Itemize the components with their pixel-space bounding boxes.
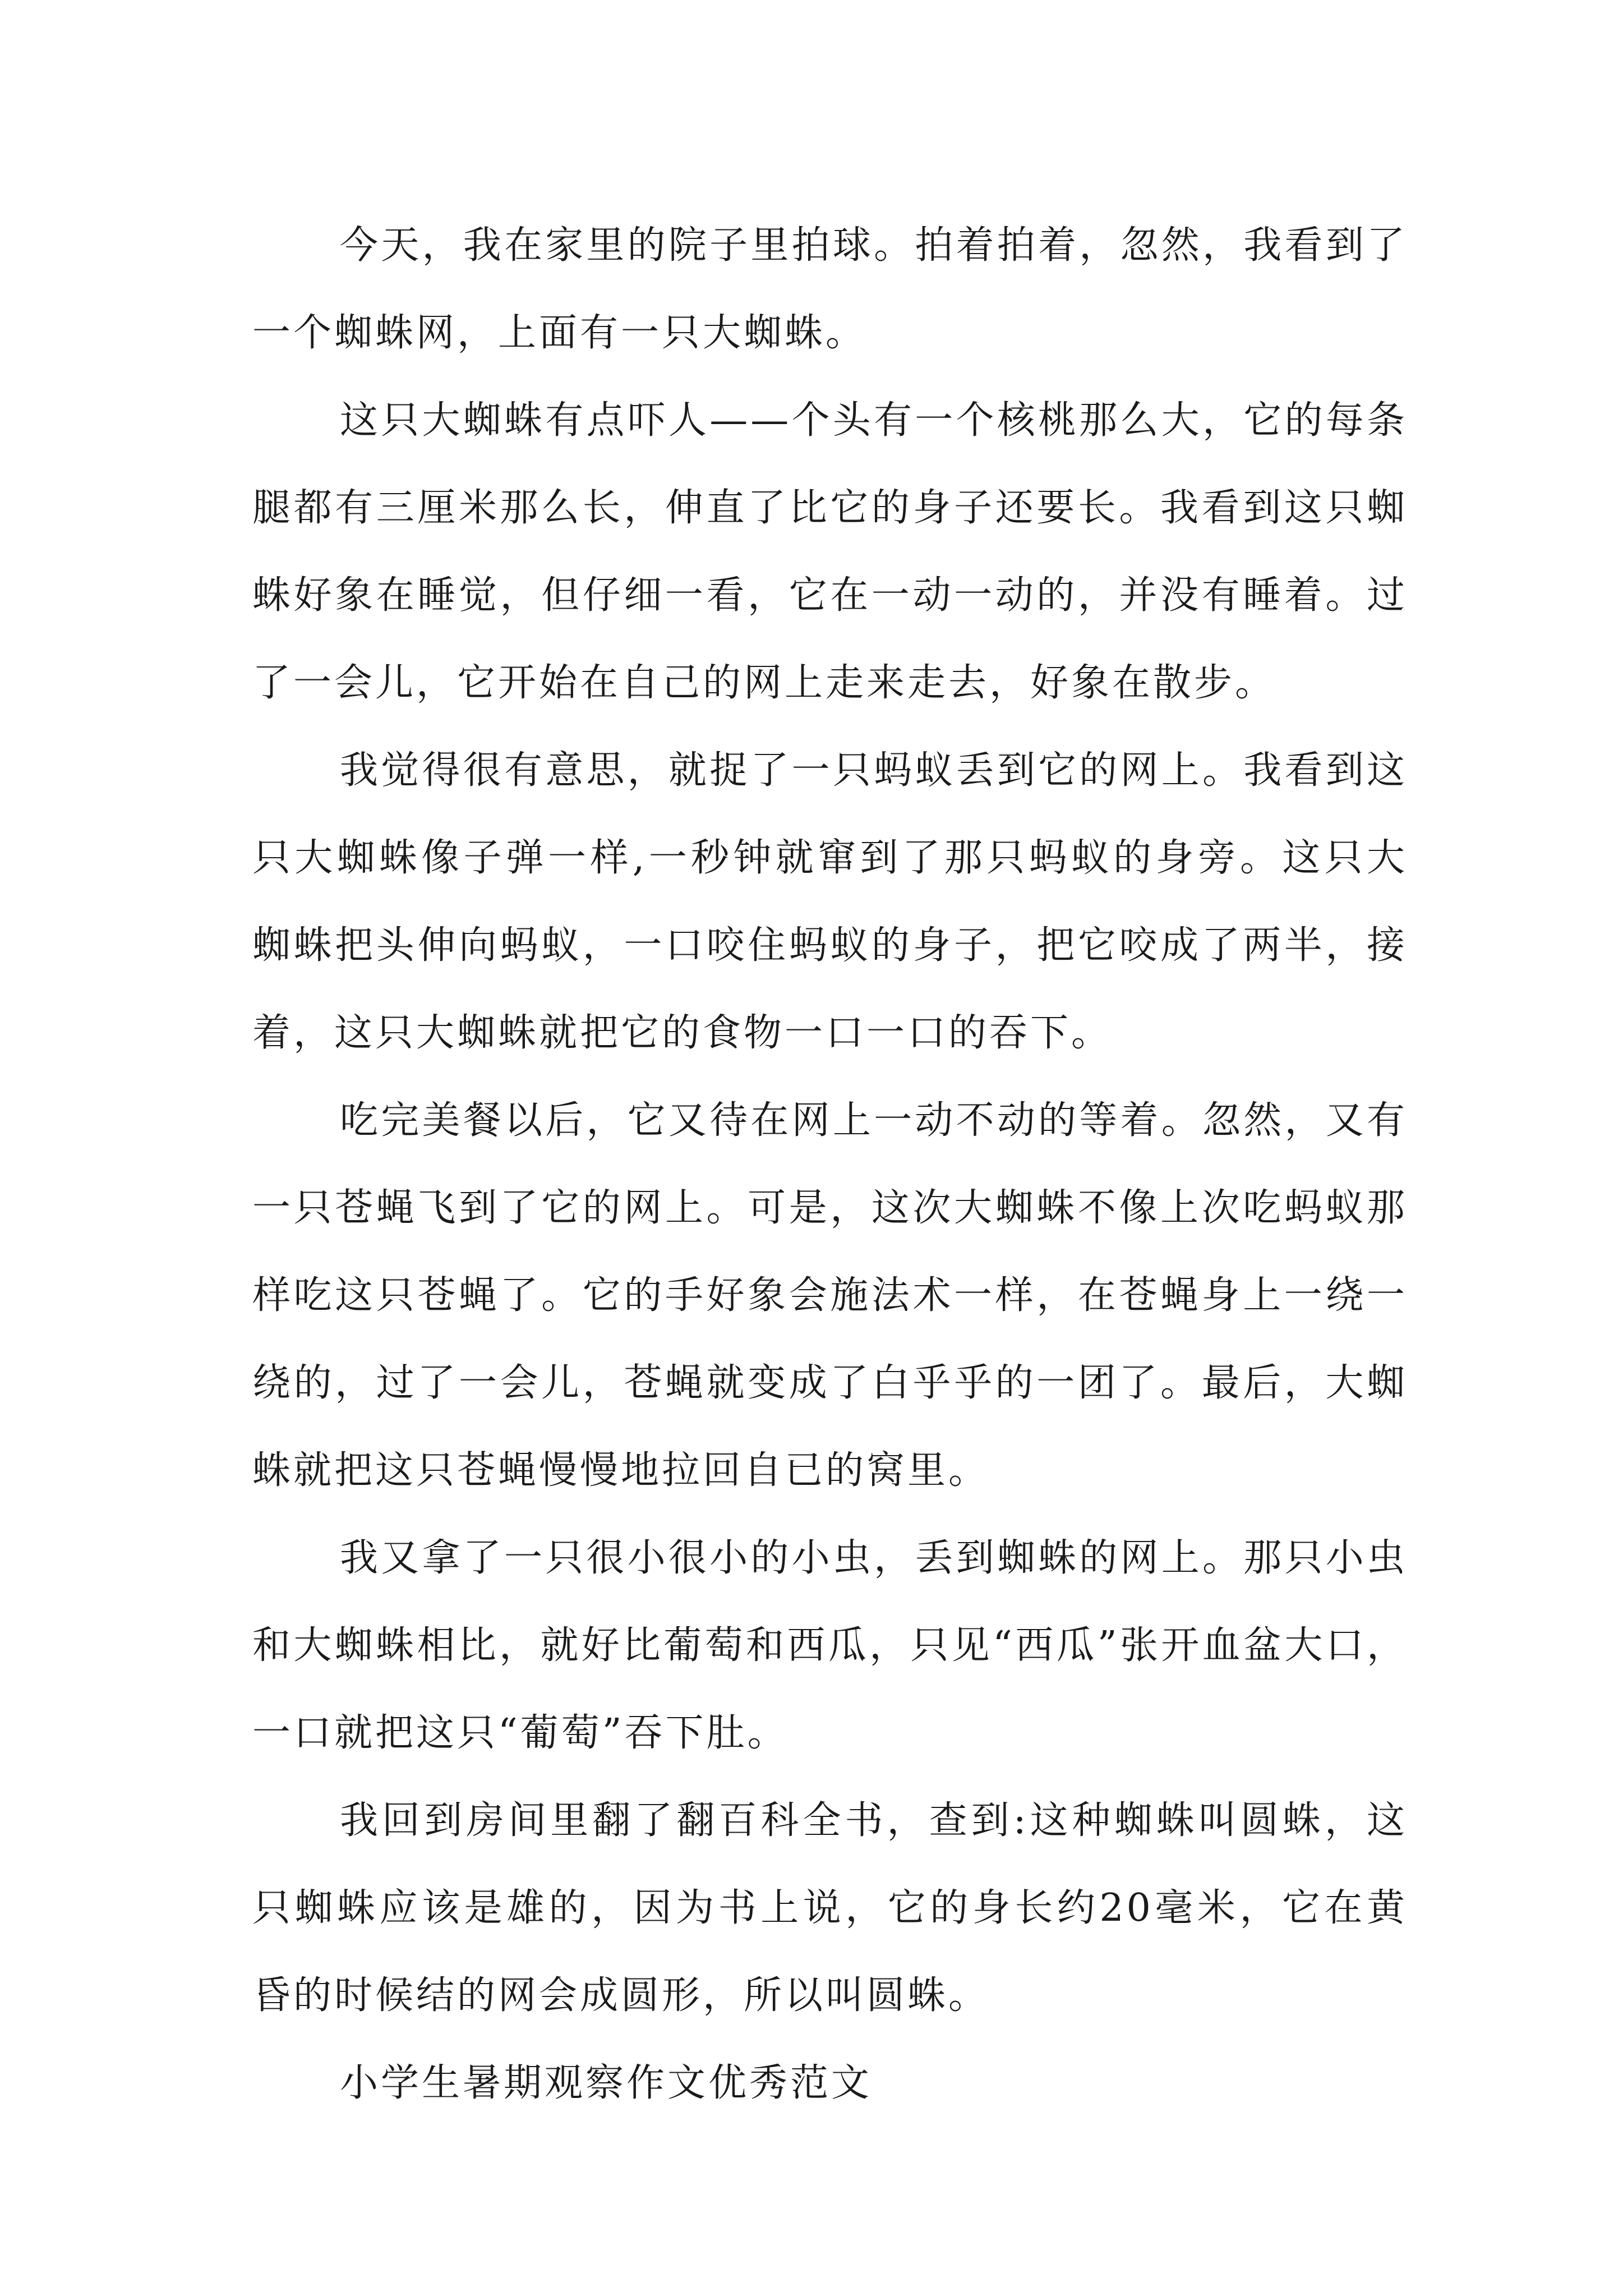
paragraph-5: 我又拿了一只很小很小的小虫，丢到蜘蛛的网上。那只小虫和大蜘蛛相比，就好比葡萄和西瓜，只见“西瓜”张开血盆大口，一口就把这只“葡萄”吞下肚。 [252,1536,1408,1755]
essay-body [252,202,1408,2127]
section-heading: 小学生暑期观察作文优秀范文 [340,2061,873,2105]
paragraph-2: 这只大蜘蛛有点吓人——个头有一个核桃那么大，它的每条腿都有三厘米那么长，伸直了比它的身子还要长。我看到这只蜘蛛好象在睡觉，但仔细一看，它在一动一动的，并没有睡着。过了一会儿，它开始在自己的网上走来走去，好象在散步。 [252,398,1408,705]
paragraph-6: 我回到房间里翻了翻百科全书，查到:这种蜘蛛叫圆蛛，这只蜘蛛应该是雄的，因为书上说，它的身长约20毫米，它在黄昏的时候结的网会成圆形，所以叫圆蛛。 [252,1798,1408,2018]
paragraph-3: 我觉得很有意思，就捉了一只蚂蚁丢到它的网上。我看到这只大蜘蛛像子弹一样,一秒钟就窜到了那只蚂蚁的身旁。这只大蜘蛛把头伸向蚂蚁，一口咬住蚂蚁的身子，把它咬成了两半，接着，这只大蜘蛛就把它的食物一口一口的吞下。 [252,748,1408,1055]
paragraph-4: 吃完美餐以后，它又待在网上一动不动的等着。忽然，又有一只苍蝇飞到了它的网上。可是，这次大蜘蛛不像上次吃蚂蚁那样吃这只苍蝇了。它的手好象会施法术一样，在苍蝇身上一绕一绕的，过了一会儿，苍蝇就变成了白乎乎的一团了。最后，大蜘蛛就把这只苍蝇慢慢地拉回自已的窝里。 [252,1098,1408,1493]
paragraph-1: 今天，我在家里的院子里拍球。拍着拍着，忽然，我看到了一个蜘蛛网，上面有一只大蜘蛛。 [252,223,1408,355]
